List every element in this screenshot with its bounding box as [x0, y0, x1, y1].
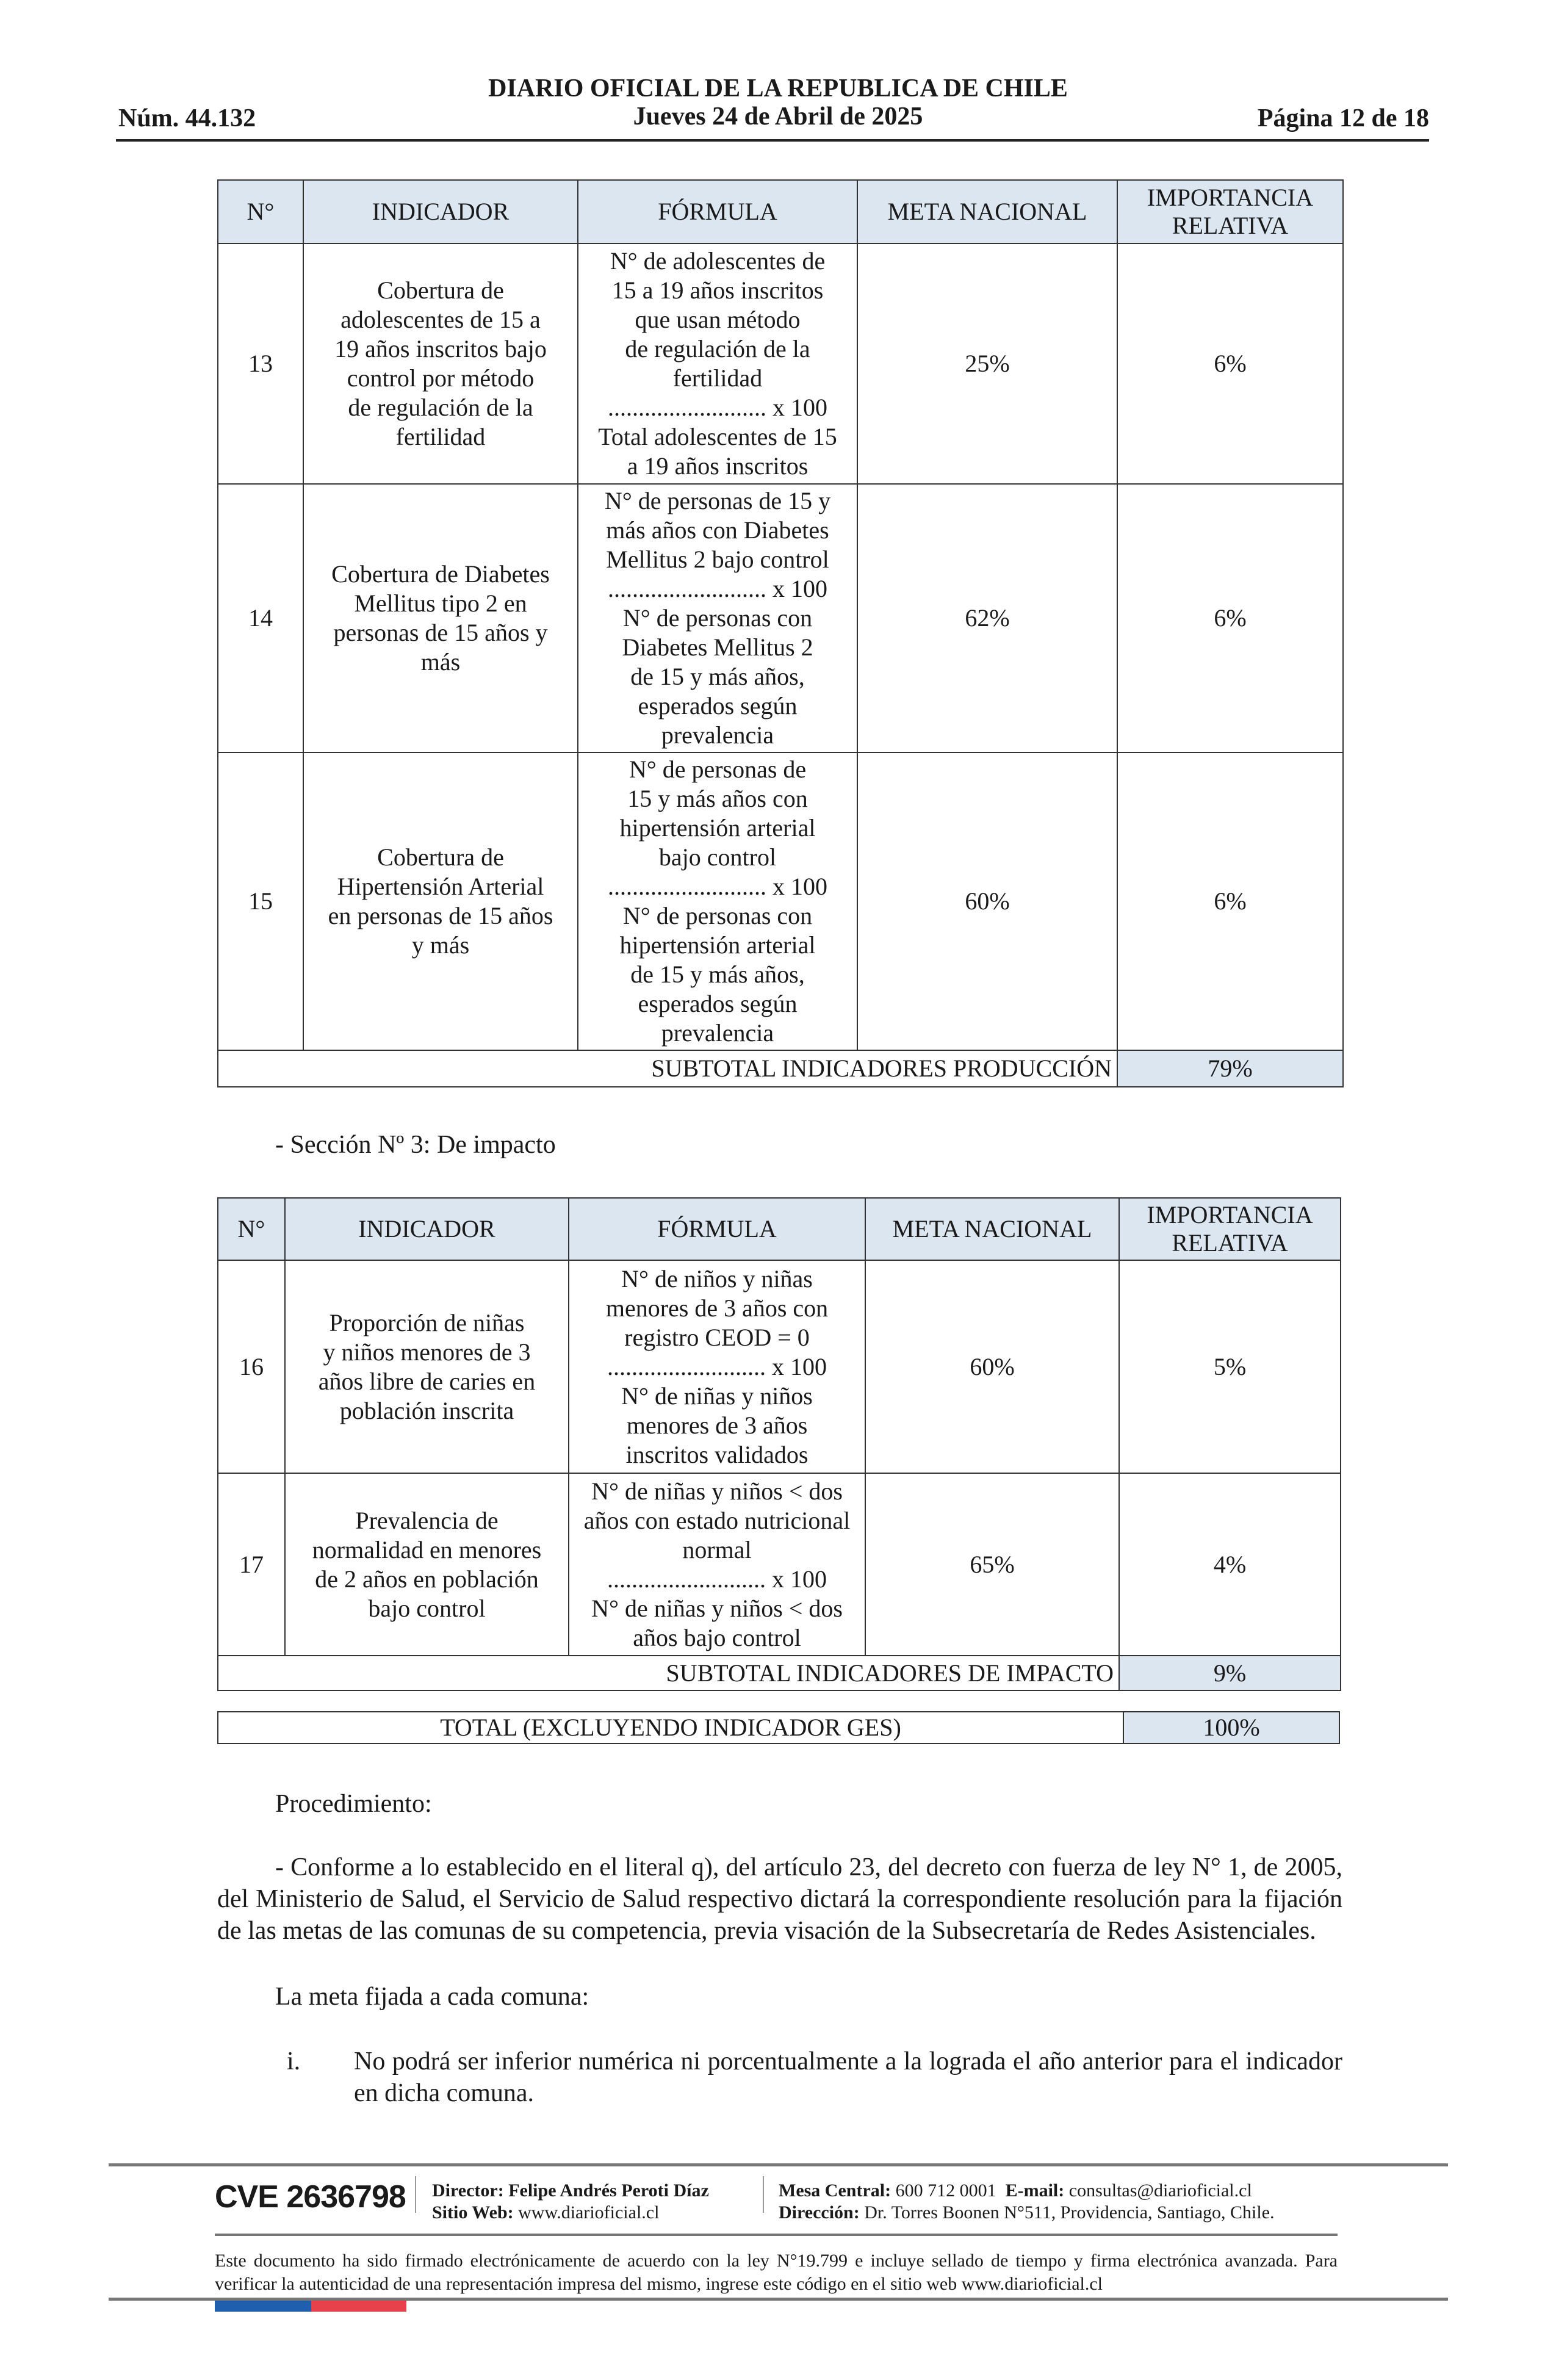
table-header-row — [218, 1198, 1341, 1260]
web-label: Sitio Web: — [432, 2202, 514, 2223]
procedimiento-heading: Procedimiento: — [275, 1790, 432, 1818]
procedimiento-paragraph: - Conforme a lo establecido en el literal q), del artículo 23, del decreto con fuerza de ley N° 1, de 2005, del Ministerio de Salud, el Servicio de Salud respectivo dictará la correspondiente resolución para la fijación de las metas de las comunas de su competencia, previa visación de la Subsecretaría de Redes Asistenciales. — [217, 1853, 1342, 1945]
newspaper-title: DIARIO OFICIAL DE LA REPUBLICA DE CHILE — [488, 74, 1068, 103]
table-row — [218, 484, 1343, 752]
subtotal-spacer — [218, 1050, 578, 1087]
indicador-cell: Proporción de niñas y niños menores de 3 años libre de caries en población inscrita — [285, 1260, 569, 1473]
header-divider — [116, 139, 1429, 142]
footer-director-block — [432, 2180, 709, 2224]
formula-cell: N° de adolescentes de 15 a 19 años inscritos que usan método de regulación de la fertilidad .......................... x 100 Total adolescentes de 15 a 19 años inscritos — [578, 243, 857, 484]
col-header-indicador: INDICADOR — [303, 180, 578, 243]
email-label: E-mail: — [1005, 2180, 1065, 2201]
legal-notice: Este documento ha sido firmado electrónicamente de acuerdo con la ley N°19.799 e incluye sellado de tiempo y firma electrónica avanzada. Para verificar la autenticidad de una representación impresa del mismo, ingrese este código en el sitio web www.diarioficial.cl — [215, 2251, 1338, 2294]
direccion-address: Dr. Torres Boonen N°511, Providencia, Santiago, Chile. — [864, 2202, 1275, 2223]
footer-divider-mid — [215, 2234, 1338, 2236]
meta-cell: 25% — [857, 243, 1117, 484]
direccion-label: Dirección: — [779, 2202, 860, 2223]
formula-cell: N° de niñas y niños < dos años con estado nutricional normal .......................... x 100 N° de niñas y niños < dos años bajo control — [569, 1473, 865, 1656]
total-table — [217, 1711, 1340, 1744]
col-header-formula: FÓRMULA — [569, 1198, 865, 1260]
flag-stripe-blue — [215, 2301, 311, 2312]
row-number: 13 — [218, 243, 303, 484]
meta-cell: 62% — [857, 484, 1117, 752]
web-link[interactable]: www.diarioficial.cl — [518, 2202, 660, 2223]
total-value: 100% — [1123, 1712, 1339, 1744]
footer-divider-top — [109, 2163, 1448, 2166]
col-header-indicador: INDICADOR — [285, 1198, 569, 1260]
importancia-cell: 4% — [1119, 1473, 1341, 1656]
table-row — [218, 1260, 1341, 1473]
flag-stripe-red — [311, 2301, 406, 2312]
importancia-cell: 6% — [1117, 243, 1343, 484]
formula-cell: N° de niños y niñas menores de 3 años con registro CEOD = 0 .......................... x 100 N° de niñas y niños menores de 3 años inscritos validados — [569, 1260, 865, 1473]
section-3-title: - Sección Nº 3: De impacto — [275, 1131, 556, 1159]
issue-number: Núm. 44.132 — [118, 104, 256, 132]
col-header-number: N° — [218, 180, 303, 243]
issue-date: Jueves 24 de Abril de 2025 — [633, 103, 923, 131]
formula-cell: N° de personas de 15 y más años con Diabetes Mellitus 2 bajo control .......................... x 100 N° de personas con Diabetes Mellitus 2 de 15 y más años, esperados según prevalencia — [578, 484, 857, 752]
subtotal-row — [218, 1656, 1341, 1690]
importancia-cell: 5% — [1119, 1260, 1341, 1473]
table-row — [218, 243, 1343, 484]
indicador-cell: Cobertura de Diabetes Mellitus tipo 2 en personas de 15 años y más — [303, 484, 578, 752]
email-link[interactable]: consultas@diarioficial.cl — [1068, 2180, 1252, 2201]
mesa-phone: 600 712 0001 — [895, 2180, 996, 2201]
page-number: Página 12 de 18 — [1257, 104, 1429, 132]
meta-cell: 65% — [865, 1473, 1119, 1656]
table-row — [218, 1473, 1341, 1656]
indicador-cell: Cobertura de Hipertensión Arterial en personas de 15 años y más — [303, 752, 578, 1050]
importancia-cell: 6% — [1117, 752, 1343, 1050]
indicators-impact-table — [217, 1197, 1341, 1691]
director-name: Felipe Andrés Peroti Díaz — [508, 2180, 709, 2201]
formula-cell: N° de personas de 15 y más años con hipertensión arterial bajo control .......................... x 100 N° de personas con hipertensión arterial de 15 y más años, esperados según prevalencia — [578, 752, 857, 1050]
footer-separator — [415, 2176, 416, 2213]
table-row — [218, 752, 1343, 1050]
total-label: TOTAL (EXCLUYENDO INDICADOR GES) — [218, 1712, 1123, 1744]
meta-intro: La meta fijada a cada comuna: — [275, 1983, 589, 2011]
subtotal-value: 79% — [1117, 1050, 1343, 1087]
col-header-number: N° — [218, 1198, 285, 1260]
director-label: Director: — [432, 2180, 504, 2201]
subtotal-value: 9% — [1119, 1656, 1341, 1690]
mesa-label: Mesa Central: — [779, 2180, 891, 2201]
col-header-meta: META NACIONAL — [857, 180, 1117, 243]
row-number: 15 — [218, 752, 303, 1050]
cve-code: CVE 2636798 — [215, 2179, 406, 2215]
table-header-row — [218, 180, 1343, 243]
meta-cell: 60% — [857, 752, 1117, 1050]
indicador-cell: Prevalencia de normalidad en menores de 2 años en población bajo control — [285, 1473, 569, 1656]
col-header-meta: META NACIONAL — [865, 1198, 1119, 1260]
importancia-cell: 6% — [1117, 484, 1343, 752]
footer-separator — [763, 2176, 764, 2213]
subtotal-row — [218, 1050, 1343, 1087]
row-number: 14 — [218, 484, 303, 752]
row-number: 16 — [218, 1260, 285, 1473]
subtotal-spacer — [218, 1656, 569, 1690]
footer-contact-block — [779, 2180, 1275, 2224]
subtotal-label: SUBTOTAL INDICADORES PRODUCCIÓN — [578, 1050, 1117, 1087]
list-item-text: No podrá ser inferior numérica ni porcentualmente a la lograda el año anterior para el indicador en dicha comuna. — [354, 2047, 1342, 2107]
indicador-cell: Cobertura de adolescentes de 15 a 19 años inscritos bajo control por método de regulación de la fertilidad — [303, 243, 578, 484]
col-header-importancia: IMPORTANCIA RELATIVA — [1119, 1198, 1341, 1260]
subtotal-label: SUBTOTAL INDICADORES DE IMPACTO — [569, 1656, 1119, 1690]
row-number: 17 — [218, 1473, 285, 1656]
meta-cell: 60% — [865, 1260, 1119, 1473]
col-header-formula: FÓRMULA — [578, 180, 857, 243]
col-header-importancia: IMPORTANCIA RELATIVA — [1117, 180, 1343, 243]
list-marker: i. — [287, 2047, 301, 2075]
indicators-production-table — [217, 179, 1344, 1087]
